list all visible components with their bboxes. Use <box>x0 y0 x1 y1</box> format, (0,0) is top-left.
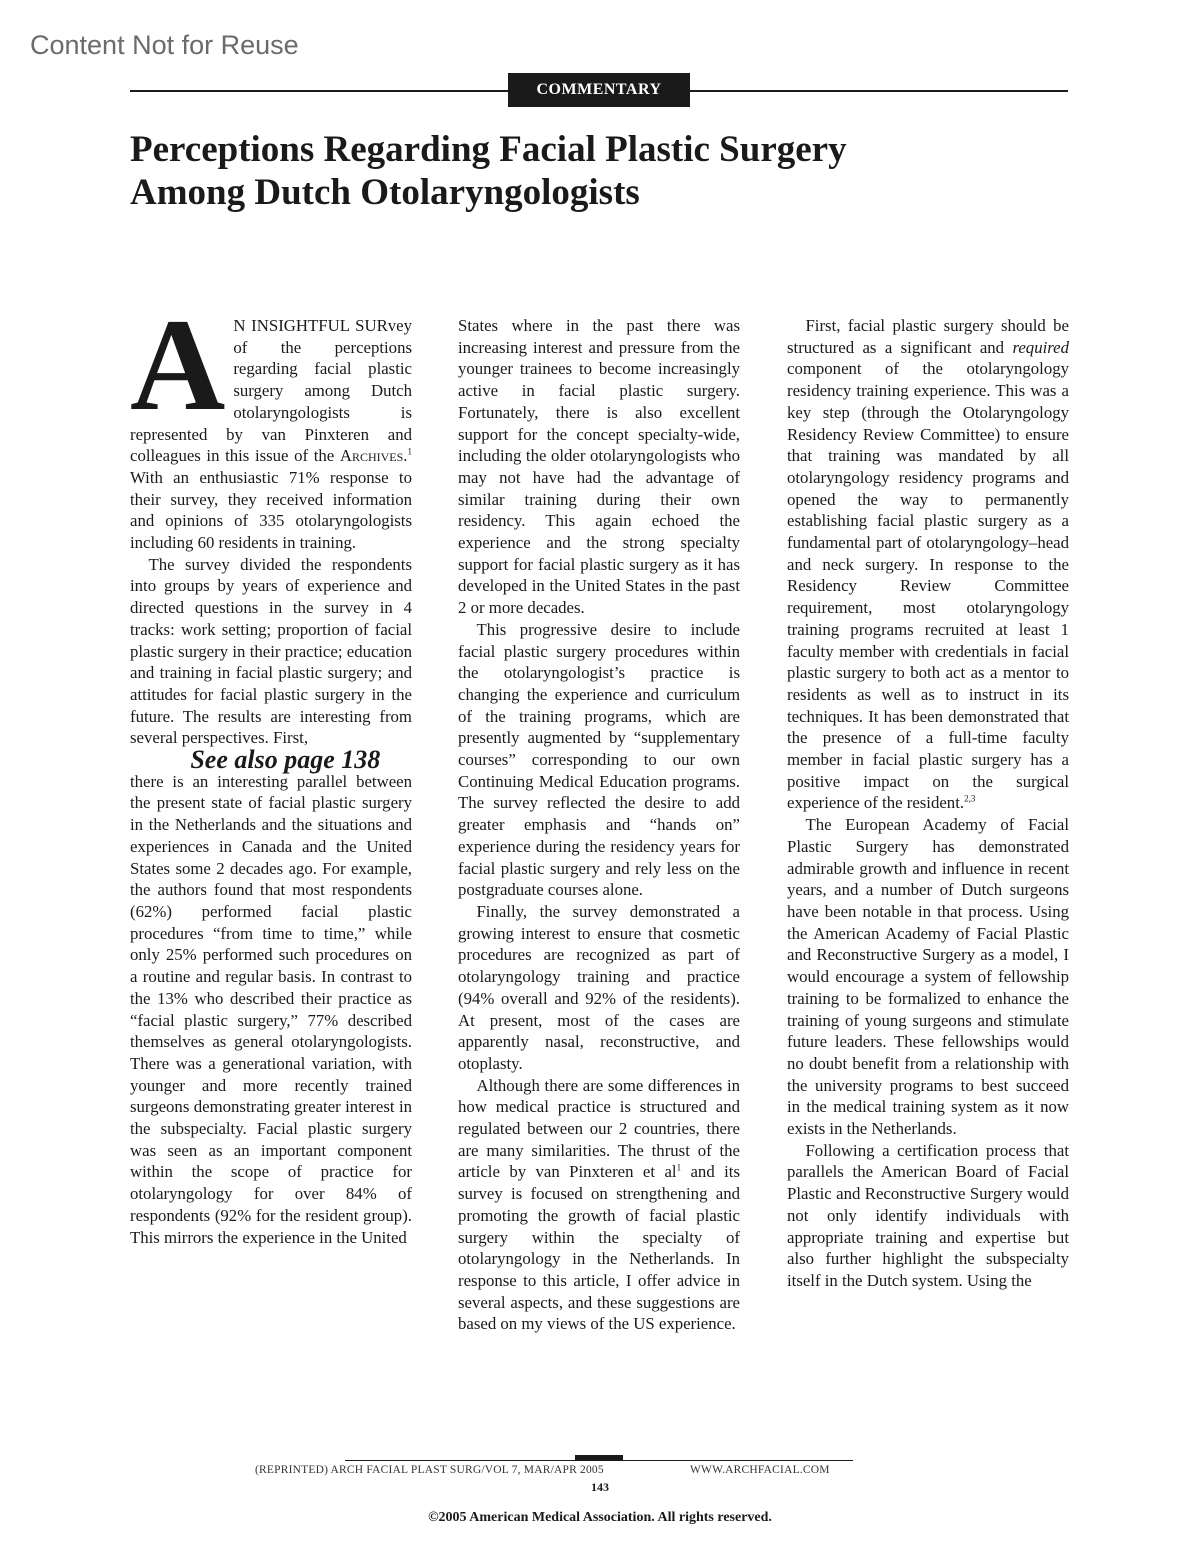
column-1 <box>130 291 412 1248</box>
column-2 <box>458 315 740 1335</box>
footer-citation-line <box>255 1464 855 1476</box>
emphasis: required <box>1012 337 1069 357</box>
title-line-1: Perceptions Regarding Facial Plastic Surgery <box>130 129 847 170</box>
paragraph-text: First, facial plastic surgery should be structured as a significant and <box>787 316 1069 357</box>
paragraph: there is an interesting parallel between the present state of facial plastic surgery in the Netherlands and the situations and experiences in Canada and the United States some 2 decades ago. For example, the authors found that most respondents (62%) performed facial plastic procedures “from time to time,” while only 25% performed such procedures on a routine and regular basis. In contrast to the 13% who described their practice as “facial plastic surgery,” 77% described themselves as general otolaryngologists. There was a generational variation, with younger and more recently trained surgeons demonstrating greater interest in the subspecialty. Facial plastic surgery was seen as an important component within the scope of practice for otolaryngology for over 84% of respondents (92% for the resident group). This mirrors the experience in the United <box>130 771 412 1247</box>
page-number: 143 <box>591 1480 609 1494</box>
paragraph: Following a certification process that parallels the American Board of Facial Plastic and Reconstructive Surgery would not only identify individuals with appropriate training and expertise but also further highlight the subspecialty itself in the Dutch system. Using the <box>787 1140 1069 1290</box>
paragraph-text: With an enthusiastic 71% response to their survey, they received information and opinions of 335 otolaryngologists including 60 residents in training. <box>130 467 412 553</box>
watermark: Content Not for Reuse <box>30 30 299 60</box>
paragraph-text: Although there are some differences in how medical practice is structured and regulated between our 2 countries, there are many similarities. The thrust of the article by van Pinxteren et al <box>458 1075 740 1182</box>
paragraph <box>787 315 1069 814</box>
reference-marker: 2,3 <box>964 793 976 804</box>
footer-rule <box>345 1460 853 1461</box>
copyright: ©2005 American Medical Association. All rights reserved. <box>428 1510 772 1525</box>
section-label: COMMENTARY <box>508 73 690 107</box>
reference-marker: 1 <box>407 446 412 457</box>
paragraph: Finally, the survey demonstrated a growing interest to ensure that cosmetic procedures are recognized as part of otolaryngology training and practice (94% overall and 92% of the residents). At present, most of the cases are apparently nasal, reconstructive, and otoplasty. <box>458 901 740 1073</box>
see-also-link[interactable]: See also page 138 <box>190 745 381 775</box>
citation: (REPRINTED) ARCH FACIAL PLAST SURG/VOL 7, MAR/APR 2005 <box>255 1464 604 1476</box>
column-3 <box>787 315 1069 1292</box>
reference-marker: 1 <box>676 1162 682 1173</box>
paragraph: The survey divided the respondents into groups by years of experience and directed questions in the survey in 4 tracks: work setting; proportion of facial plastic surgery in their practice; education and training in facial plastic surgery; and attitudes for facial plastic surgery in the future. The results are interesting from several perspectives. First, <box>130 554 412 748</box>
paragraph-text: N INSIGHTFUL SURvey of the perceptions regarding facial plastic surgery among Dutch otolaryngologists is represented by van Pinxteren and colleagues in this issue of the <box>130 316 412 466</box>
journal-url[interactable]: WWW.ARCHFACIAL.COM <box>690 1464 830 1476</box>
paragraph-text: and its survey is focused on strengthening and promoting the growth of facial plastic surgery within the specialty of otolaryngology in the Netherlands. In response to this article, I offer advice in several aspects, and these suggestions are based on my views of the US experience. <box>458 1162 740 1334</box>
journal-name: Archives <box>339 446 404 466</box>
paragraph-text: component of the otolaryngology residency training experience. This was a key step (through the Otolaryngology Residency Review Committee) to ensure that training was mandated by all otolaryngology residency programs and opened the way to permanently establishing facial plastic surgery as a fundamental part of otolaryngology–head and neck surgery. In response to the Residency Review Committee requirement, most otolaryngology training programs recruited at least 1 faculty member with credentials in facial plastic surgery to both act as a mentor to residents as well as to instruct in its techniques. It has been demonstrated that the presence of a full-time faculty member in facial plastic surgery has a positive impact on the surgical experience of the resident. <box>787 359 1069 813</box>
paragraph: This progressive desire to include facial plastic surgery procedures within the otolaryngologist’s practice is changing the experience and curriculum of the training programs, which are presently augmented by “supplementary courses” corresponding to our own Continuing Medical Education programs. The survey reflected the desire to add greater emphasis and “hands on” experience during the residency years for facial plastic surgery and rely less on the postgraduate courses alone. <box>458 619 740 900</box>
paragraph <box>458 1075 740 1335</box>
drop-cap: A <box>130 291 226 438</box>
paragraph: The European Academy of Facial Plastic Surgery has demonstrated admirable growth and influence in recent years, and a number of Dutch surgeons have been notable in that process. Using the American Academy of Facial Plastic and Reconstructive Surgery as a model, I would encourage a system of fellowship training to be formalized to enhance the training of young surgeons and stimulate future leaders. These fellowships would no doubt benefit from a relationship with the university programs to best succeed in the medical training system as it now exists in the Netherlands. <box>787 815 1069 1139</box>
article-title <box>130 128 1010 214</box>
paragraph: States where in the past there was increasing interest and pressure from the younger trainees to become increasingly active in facial plastic surgery. Fortunately, there is also excellent support for the concept specialty-wide, including the older otolaryngologists who may not have had the advantage of similar training during their own residency. This again echoed the experience and the strong specialty support for facial plastic surgery as it has developed in the United States in the past 2 or more decades. <box>458 316 740 618</box>
title-line-2: Among Dutch Otolaryngologists <box>130 172 640 213</box>
paragraph: A N INSIGHTFUL SURvey of the perceptions regarding facial plastic surgery among Dutch otolaryngologists is represented by van Pinxteren and colleagues in this issue of the Archives.$^1$ With an enthusiastic 71% response to their survey, they received information and opinions of 335 otolaryngologists including 60 residents in training. <box>130 291 412 553</box>
